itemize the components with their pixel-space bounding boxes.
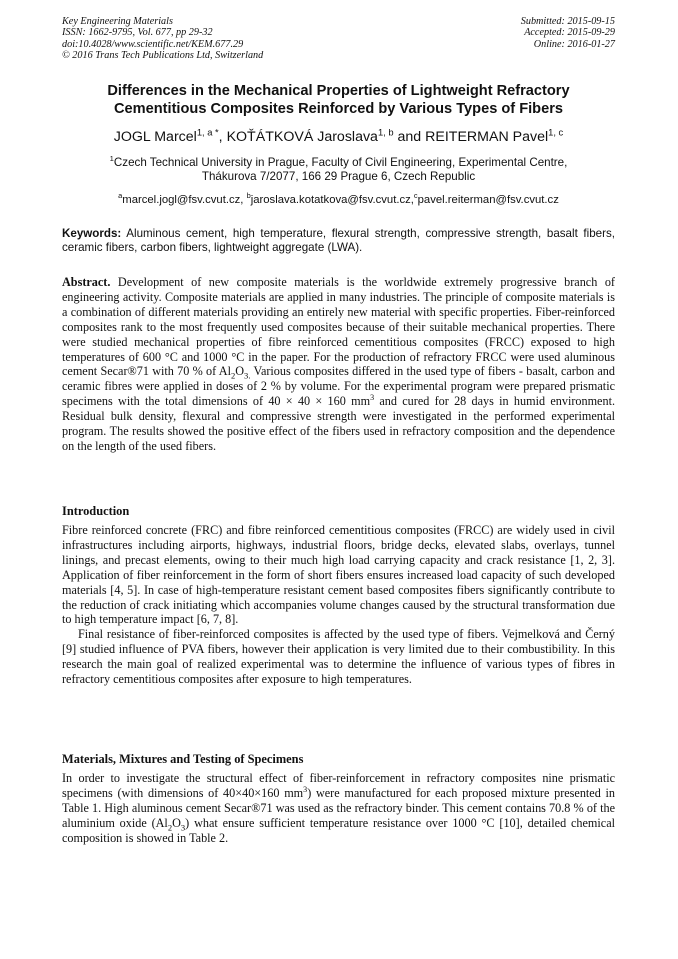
paragraph: Fibre reinforced concrete (FRC) and fibre reinforced cementitious composites (FRCC) are widely used in civil infrastructures including airports, highways, industrial floors, bridge decks, elevated slabs, overlays, tunnel linings, and precast elements, owing to their much high load carrying capacity and crack resistance [1, 2, 3]. Application of fiber reinforcement in the form of short fibers ensures increased load capacity of such developed materials [4, 5]. In case of high-temperature resistant cement based composites fibers significantly contribute to the reduction of crack initiating which accompanies volume changes caused by the structural transformation due to high temperature impact [6, 7, 8]. (62, 523, 615, 627)
superscript: 3 (303, 784, 308, 794)
paragraph-text: In order to investigate the structural effect of fiber-reinforcement in refractory composites nine prismatic specimens (with dimensions of 40×40×160 mm (62, 771, 615, 800)
email-marker-a: a (118, 191, 123, 201)
section-heading-materials: Materials, Mixtures and Testing of Specimens (62, 752, 304, 766)
materials-section (62, 771, 615, 846)
paragraph-text: ) were manufactured for each proposed mixture presented in Table 1. High aluminous cement Secar®71 was used as the refractory binder. This cement contains 70.8 % of the aluminium oxide (Al (62, 785, 616, 830)
email-c[interactable]: pavel.reiterman@fsv.cvut.cz (417, 194, 559, 206)
online-date: Online: 2016-01-27 (533, 38, 615, 50)
submitted-date: Submitted: 2015-09-15 (520, 16, 615, 27)
journal-name: Key Engineering Materials (62, 16, 173, 27)
subscript: 3 (180, 822, 186, 833)
abstract (62, 275, 615, 454)
affiliation-line-2: Thákurova 7/2077, 166 29 Prague 6, Czech Republic (201, 170, 476, 184)
paper-title (62, 82, 615, 118)
email-b[interactable]: jaroslava.kotatkova@fsv.cvut.cz, (250, 194, 414, 206)
email-a[interactable]: marcel.jogl@fsv.cvut.cz, (122, 194, 247, 206)
superscript: 3 (370, 393, 375, 403)
journal-doi: doi:10.4028/www.scientific.net/KEM.677.29 (62, 38, 244, 50)
affiliation-line-1: Czech Technical University in Prague, Faculty of Civil Engineering, Experimental Centre, (113, 156, 568, 169)
journal-issn: ISSN: 1662-9795, Vol. 677, pp 29-32 (62, 27, 213, 39)
author-emails (62, 193, 615, 207)
author-separator: , (218, 129, 227, 145)
email-marker-b: b (246, 191, 251, 201)
keywords-label: Keywords: (62, 227, 122, 240)
abstract-text: and cured for 28 days in humid environment. Residual bulk density, flexural and compressive strength were investigated in the performed experimental program. The results showed the positive effect of the fibers used in refractory composition and the dependence on the length of the used fibers. (62, 394, 615, 453)
subscript: 3. (244, 370, 251, 381)
abstract-label: Abstract. (62, 275, 111, 289)
email-marker-c: c (413, 191, 418, 201)
author-separator: and (393, 129, 426, 145)
journal-info (62, 16, 263, 61)
author-3: REITERMAN Pavel (425, 129, 549, 145)
paragraph-text: ) what ensure sufficient temperature resistance over 1000 °C [10], detailed chemical composition is showed in Table 2. (62, 815, 615, 845)
subscript: 2 (167, 822, 173, 833)
paragraph: Final resistance of fiber-reinforced composites is affected by the used type of fibers. Vejmelková and Černý [9] studied influence of PVA fibers, however their application is very limited due to their combustibility. In this research the main goal of realized experimental was to determine the influence of various types of fibres in refractory cementitious composites after exposure to high temperatures. (62, 627, 615, 687)
journal-copyright: © 2016 Trans Tech Publications Ltd, Switzerland (62, 49, 264, 61)
formula-text: O (172, 815, 181, 830)
keywords-text: Aluminous cement, high temperature, flexural strength, compressive strength, basalt fibers, ceramic fibers, carbon fibers, lightweight aggregate (LWA). (62, 227, 615, 255)
subscript: 2 (230, 370, 236, 381)
formula-text: O (235, 364, 245, 379)
title-line-2: Cementitious Composites Reinforced by Various Types of Fibers (114, 101, 563, 117)
affiliation (62, 156, 615, 184)
introduction-section (62, 523, 615, 687)
keywords (62, 227, 615, 256)
author-1-marker: 1, a * (196, 127, 219, 138)
author-1: JOGL Marcel (113, 129, 197, 145)
accepted-date: Accepted: 2015-09-29 (524, 27, 615, 39)
author-list (62, 128, 615, 146)
title-line-1: Differences in the Mechanical Properties of Lightweight Refractory (107, 83, 570, 99)
paragraph (62, 771, 615, 846)
author-3-marker: 1, c (548, 127, 564, 138)
author-2: KOŤÁTKOVÁ Jaroslava (226, 129, 378, 145)
publication-dates (521, 16, 615, 50)
abstract-text: Development of new composite materials is the worldwide extremely progressive branch of engineering activity. Composite materials are applied in many industries. The principle of composite materials is a combination of different materials providing an entirely new material with specific properties. Fiber-reinforced composites rank to the most frequently used composites because of their suitable mechanical properties. There were studied mechanical properties of fibre reinforced cementitious composites (FRCC) exposed to high temperatures of 600 °C and 1000 °C in the paper. For the production of refractory FRCC were used aluminous cement Secar®71 with 70 % of Al (62, 275, 615, 379)
author-2-marker: 1, b (377, 127, 394, 138)
section-heading-introduction: Introduction (62, 504, 130, 518)
abstract-text: Various composites differed in the used type of fibers - basalt, carbon and ceramic fibres were applied in doses of 2 % by volume. For the experimental program were prepared prismatic specimens with the total dimensions of 40 × 40 × 160 mm (62, 364, 615, 409)
affiliation-marker: 1 (109, 154, 114, 164)
